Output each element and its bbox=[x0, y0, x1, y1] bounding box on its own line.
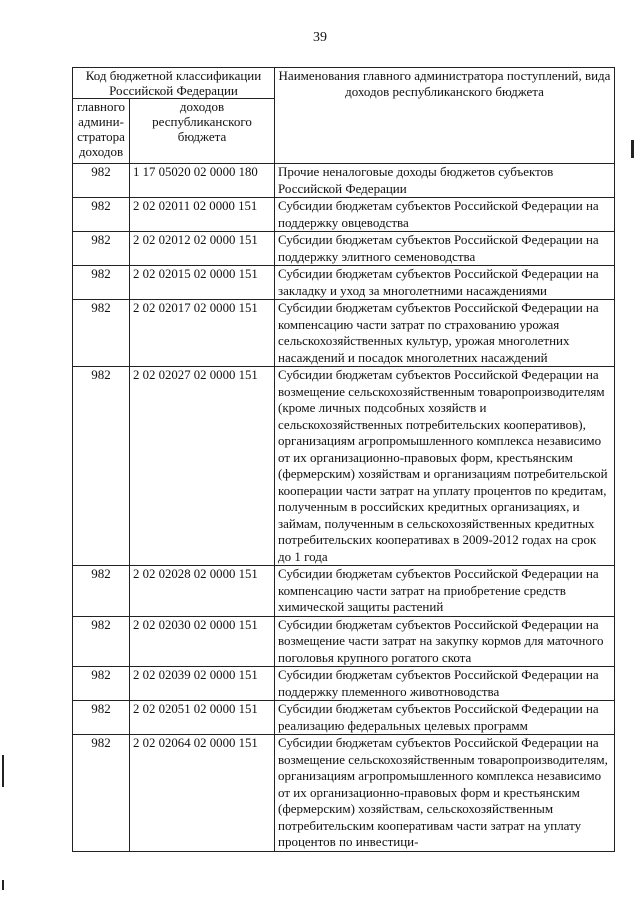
admin-code-cell: 982 bbox=[73, 616, 130, 667]
income-code-cell: 2 02 02030 02 0000 151 bbox=[130, 616, 275, 667]
header-administrator-name: Наименования главного администратора поступлений, вида доходов республиканского бюджета bbox=[275, 68, 615, 164]
admin-code-cell: 982 bbox=[73, 667, 130, 701]
table-row bbox=[73, 616, 615, 667]
income-name-cell: Прочие неналоговые доходы бюджетов субъектов Российской Федерации bbox=[275, 164, 615, 198]
admin-code-cell: 982 bbox=[73, 566, 130, 617]
admin-code-cell: 982 bbox=[73, 735, 130, 852]
table-row bbox=[73, 735, 615, 852]
admin-code-cell: 982 bbox=[73, 367, 130, 566]
income-name-cell: Субсидии бюджетам субъектов Российской Федерации на компенсацию части затрат по страхованию урожая сельскохозяйственных культур, урожая многолетних насаждений и посадок многолетних насаждений bbox=[275, 300, 615, 367]
header-income-code: доходов республиканского бюджета bbox=[130, 99, 275, 164]
income-name-cell: Субсидии бюджетам субъектов Российской Федерации на поддержку элитного семеноводства bbox=[275, 232, 615, 266]
table-row bbox=[73, 667, 615, 701]
header-classification-code: Код бюджетной классификации Российской Федерации bbox=[73, 68, 275, 99]
table-row bbox=[73, 701, 615, 735]
admin-code-cell: 982 bbox=[73, 232, 130, 266]
income-code-cell: 2 02 02012 02 0000 151 bbox=[130, 232, 275, 266]
income-code-cell: 2 02 02028 02 0000 151 bbox=[130, 566, 275, 617]
income-name-cell: Субсидии бюджетам субъектов Российской Федерации на закладку и уход за многолетними насаждениями bbox=[275, 266, 615, 300]
income-code-cell: 2 02 02039 02 0000 151 bbox=[130, 667, 275, 701]
admin-code-cell: 982 bbox=[73, 701, 130, 735]
table-row bbox=[73, 566, 615, 617]
income-name-cell: Субсидии бюджетам субъектов Российской Федерации на возмещение сельскохозяйственным товаропроизводителям (кроме личных подсобных хозяйств и сельскохозяйственных потребительских кооперативов), организациям агропромышленного комплекса независимо от их организационно-правовых форм, крестьянским (фермерским) хозяйствам и организациям потребительской кооперации части затрат на уплату процентов по кредитам, полученным в российских кредитных организациях, и займам, полученным в сельскохозяйственных кредитных потребительских кооперативах в 2009-2012 годах на срок до 1 года bbox=[275, 367, 615, 566]
income-code-cell: 2 02 02027 02 0000 151 bbox=[130, 367, 275, 566]
budget-classification-table bbox=[72, 67, 615, 852]
table-row bbox=[73, 164, 615, 198]
table-row bbox=[73, 300, 615, 367]
admin-code-cell: 982 bbox=[73, 198, 130, 232]
page-number: 39 bbox=[313, 30, 327, 45]
income-code-cell: 2 02 02011 02 0000 151 bbox=[130, 198, 275, 232]
scan-mark bbox=[2, 755, 4, 787]
scan-mark bbox=[631, 140, 634, 158]
income-name-cell: Субсидии бюджетам субъектов Российской Федерации на возмещение части затрат на закупку кормов для маточного поголовья крупного рогатого скота bbox=[275, 616, 615, 667]
income-code-cell: 1 17 05020 02 0000 180 bbox=[130, 164, 275, 198]
income-name-cell: Субсидии бюджетам субъектов Российской Федерации на поддержку овцеводства bbox=[275, 198, 615, 232]
header-admin-code: главного админи-стратора доходов bbox=[73, 99, 130, 164]
admin-code-cell: 982 bbox=[73, 300, 130, 367]
admin-code-cell: 982 bbox=[73, 266, 130, 300]
table-row bbox=[73, 367, 615, 566]
income-name-cell: Субсидии бюджетам субъектов Российской Федерации на реализацию федеральных целевых программ bbox=[275, 701, 615, 735]
income-code-cell: 2 02 02017 02 0000 151 bbox=[130, 300, 275, 367]
table-row bbox=[73, 232, 615, 266]
income-code-cell: 2 02 02064 02 0000 151 bbox=[130, 735, 275, 852]
income-code-cell: 2 02 02015 02 0000 151 bbox=[130, 266, 275, 300]
income-code-cell: 2 02 02051 02 0000 151 bbox=[130, 701, 275, 735]
income-name-cell: Субсидии бюджетам субъектов Российской Федерации на компенсацию части затрат на приобретение средств химической защиты растений bbox=[275, 566, 615, 617]
table-row bbox=[73, 198, 615, 232]
table-row bbox=[73, 266, 615, 300]
table-header-row bbox=[73, 68, 615, 99]
scan-mark bbox=[2, 880, 4, 890]
income-name-cell: Субсидии бюджетам субъектов Российской Федерации на возмещение сельскохозяйственным товаропроизводителям, организациям агропромышленного комплекса независимо от их организационно-правовых форм и крестьянским (фермерским) хозяйствам, сельскохозяйственным потребительским кооперативам части затрат на уплату процентов по инвестици- bbox=[275, 735, 615, 852]
income-name-cell: Субсидии бюджетам субъектов Российской Федерации на поддержку племенного животноводства bbox=[275, 667, 615, 701]
admin-code-cell: 982 bbox=[73, 164, 130, 198]
